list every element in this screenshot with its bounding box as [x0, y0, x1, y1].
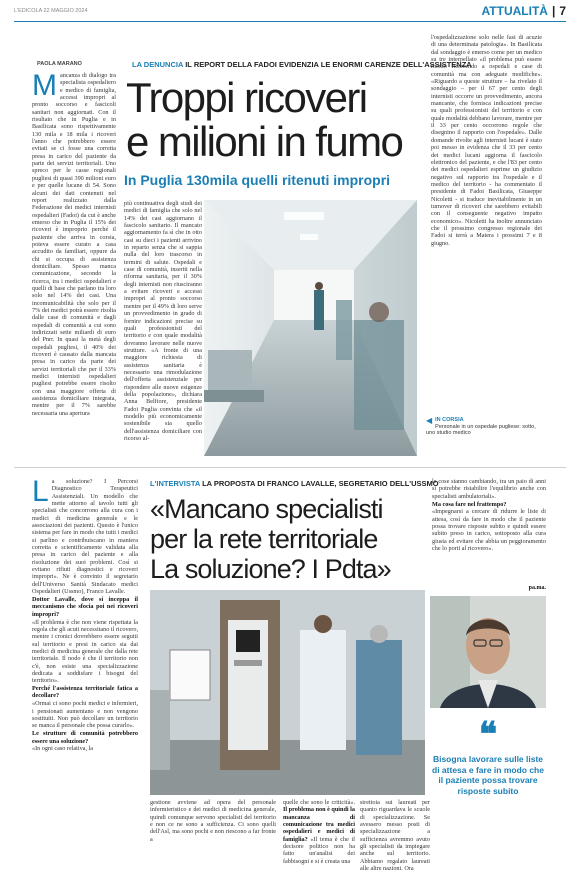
body-text: l'ospedalizzazione solo nelle fasi di acuzie di una determinata patologia». In Basilicata dal sondaggio è emerso come per un medico su tre interpellato «il problema può essere risolto ricorrendo a ospedali e case di comunità ma con adeguate modifiche». «Riguardo a queste strutture – ha rivelato il sondaggio – per il 67 per cento degli internisti occorre un provvedimento, ancora mancante, che fornisca indicazioni precise su quali professionisti del territorio e con quale modalità debbano lavorare, mentre per il 33 per cento occorrono regole che disegnino il rapporto con l'ospedale». Dalle domande rivolte agli internisti lucani è stato poi messo in evidenza che il 33 per cento dei medici lucani aggiorna il fascicolo elettronico del paziente, e che l'83 per cento dei medici ospedalieri esprime un giudizio negativo sul rapporto tra l'ospedale e il medico del territorio - ha commentato il presidente di Fadoi Basilicata, Giuseppe Nicoletti - si traduce inevitabilmente in un turnover di ricoveri che sarebbero evitabili con il conseguente negativo impatto economico». Nicoletti ha inoltre annunciato che il prossimo congresso regionale dei Fadoi si terrà a Matera i prossimi 7 e 8 giugno.: [431, 34, 542, 247]
answer: «Il tema è che il decisore politico non ha fatto un'analisi dei fabbisogni e si è creata una: [283, 835, 355, 865]
caption-arrow-icon: ◀: [426, 416, 433, 425]
article1-column-3: [431, 34, 542, 412]
hospital-corridor-photo: [204, 200, 417, 456]
kicker-text: IL REPORT DELLA FADOI EVIDENZIA LE ENORMI CARENZE DELL'ASSISTENZA: [185, 60, 472, 69]
question: Dottor Lavalle, dove si inceppa il meccanismo che sfocia poi nei ricoveri impropri?: [32, 596, 138, 618]
answer: «Il problema è che non viene rispettata la regola che gli acuti necessitano il ricovero, mentre i cronici dovrebbero essere seguiti sul territorio e presi in carico sia dai medici di medicina generale che dalla rete territoriale. Il nodo è che il territorio non c'è, non esiste una specializzazione dedicata a soddisfare i bisogni del territorio».: [32, 618, 139, 685]
header-section: [482, 4, 566, 18]
title-line: Troppi ricoveri: [126, 74, 367, 121]
photo-caption: [426, 417, 546, 437]
article2-column-2: [150, 799, 276, 841]
portrait-photo: [430, 596, 546, 708]
kicker-text: LA PROPOSTA DI FRANCO LAVALLE, SEGRETARIO DELL'USSMO: [202, 479, 439, 488]
question: Perché l'assistenza territoriale fatica a decollare?: [32, 685, 138, 700]
answer: «Impegnarsi a cercare di ridurre le liste di attesa, così da fare in modo che il paziente possa trovare risposte subito e quindi essere subito preso in carico, sottoposto alla cura giusta ed evitare che abbia un peggioramento che lo porti al ricovero».: [432, 508, 546, 553]
section-name: ATTUALITÀ: [481, 4, 548, 18]
question: Le strutture di comunità potrebbero essere una soluzione?: [32, 730, 138, 745]
header-rule: [14, 21, 566, 22]
pull-quote: [430, 715, 546, 796]
question: Il problema non è quindi la mancanza di comunicazione tra medici ospedalieri e medici di famiglia?: [283, 806, 355, 843]
article2-column-4: [360, 799, 430, 872]
article1-byline: PAOLA MARANO: [37, 61, 82, 67]
doctors-office-photo: [150, 590, 425, 795]
section-divider: [14, 467, 566, 468]
article2-kicker: [150, 479, 439, 488]
article1-kicker: [132, 60, 472, 69]
dropcap: L: [32, 475, 49, 508]
office-illustration: [150, 590, 425, 795]
body-text: strettoia sui laureati per quanto riguardava le scuole di specializzazione. Se avessero messo posti di specializzazione a sufficienza avremmo avuto gli specialisti da impiegare anche sul territorio. Abbiamo regalato laureati alle altre nazioni. Ora: [360, 799, 430, 872]
title-line: La soluzione? I Pdta»: [150, 554, 391, 584]
article1-column-2: [124, 200, 202, 457]
portrait-illustration: [430, 596, 546, 708]
page-number-prefix: |: [551, 4, 556, 18]
title-line: «Mancano specialisti: [150, 494, 383, 524]
signature: pa.ma.: [528, 585, 546, 591]
caption-text: Personale in un ospedale pugliese: sotto, uno studio medico: [426, 423, 536, 436]
article1-subtitle: In Puglia 130mila quelli ritenuti impropri: [124, 172, 391, 188]
caption-head: IN CORSIA: [435, 417, 464, 423]
article2-column-3: [283, 799, 355, 865]
body-text: a soluzione? I Percorsi Diagnostico Terapeutici Assistenziali. Un modello che mette attorno al tavolo tutti gli specialisti che concorrono alla cura con i medici di medicina generale e le associazioni dei pazienti. Questo è l'unico sistema per fare in modo che tutti i medici si parlino e contribuiscano in maniera corretta e scientificamente validata alla presa in carico del paziente e alla risoluzione dei suoi problemi. Così si evitano rifiuti diagnostici e ricoveri impropri». Ne è convinto il segretario dell'Universo Sanità Sindacato medici Ospedalieri (Ussmo), Franco Lavalle.: [32, 478, 138, 596]
answer: «In ogni caso relativa, la: [32, 745, 93, 753]
title-line: per la rete territoriale: [150, 524, 378, 554]
body-text: ancanza di dialogo tra specialista ospedaliero e medico di famiglia, accessi impropri al pronto soccorso e fascicoli sanitari non aggiornati. Con il risultato che in Puglia e in Basilicata sono rispettivamente 130 mila e 18 mila i ricoveri l'anno che potrebbero essere evitati se ci fosse una corretta presa in carico del paziente da parte dei servizi territoriali. Uno spreco per le casse regionali pugliesi di quasi 390 milioni euro e per quelle lucane di 54. Sono alcuni dei dati contenuti nel report realizzato dalla Federazione dei medici internisti ospedalieri (Fadoi) da cui è anche emerso che in Puglia il 15% dei ricoveri è improprio perché il paziente che arriva in corsia, poteva essere curato a casa accudito da familiari, oppure da chi si occupa di assistenza domiciliare. Spesso manca comunicazione, secondo la ricerca, tra i medici ospedalieri e quelli di base che parlano tra loro solo nel 14% dei casi. Una incomunicabilità che solo per il 7% dei medici potrà essere risolta dalle case di comunità e dagli ospedali di comunità a cui sono indirizzati sette miliardi di euro del Pnrr. In quasi la metà degli ospedali pugliesi, il 40% dei ricoveri è causato dalla mancata presa in carico da parte dei servizi territoriali che per il 33% medici internisti ospedalieri pugliesi potrebbe essere risolto con una maggiore offerta di assistenza domiciliare integrata, mentre per il 7% sarebbe necessaria una apertura: [32, 72, 116, 417]
kicker-label: L'INTERVISTA: [150, 479, 200, 488]
body-text: gestione avviene ad opera del personale infermieristico e dei medici di medicina generale, quindi comunque servono specialisti del territorio e non ce ne sono a sufficienza. Ci sono quelli dell'Asl, ma sono pochi e non riescono a far fronte a: [150, 799, 276, 843]
article1-column-1: [32, 69, 116, 457]
article1-title: [126, 76, 426, 164]
quote-mark-icon: ❝: [478, 715, 498, 755]
article2-column-5: [432, 478, 546, 584]
corridor-illustration: [204, 200, 417, 456]
body-text: quelle che sono le criticità».: [283, 799, 355, 806]
body-text: più continuativa degli studi dei medici di famiglia che solo nel 14% dei casi aggiornano il fascicolo sanitario. Il mancato aggiornamento fa sì che in otto casi su dieci i pazienti arrivino in reparto senza che si sappia nulla del loro trascorso in termini di salute. Ospedali e case di comunità, inseriti nella riforma sanitaria, per il 30% degli internisti non riusciranno a evitare ricoveri e accessi impropri al pronto soccorso mentre per il 49% di loro serve un provvedimento in grado di fornire indicazioni precise su quali professionisti del territorio e con quale modalità dovranno lavorare nelle nuove strutture. «A fronte di una maggiore richiesta di assistenza sanitaria è necessario una rimodulazione dell'offerta assistenziale per rispondere alle nuove esigenze della popolazione», dichiara Anna Belfiore, presidente Fadoi Puglia convinta che «il modello più economicamente sostenibile sia quello dell'assistenza domiciliare con ricorso al-: [124, 200, 202, 442]
article2-column-1: [32, 475, 139, 830]
page-number: 7: [559, 4, 566, 18]
article2-title: [150, 494, 430, 584]
answer: «Ormai ci sono pochi medici e infermieri, i pensionati aumentano e non vengono sostituiti. Non può decollare un territorio se manca il personale che possa curarlo».: [32, 700, 138, 730]
dropcap: M: [32, 69, 57, 102]
kicker-label: LA DENUNCIA: [132, 60, 184, 69]
title-line: e milioni in fumo: [126, 118, 403, 165]
answer: le cose stanno cambiando, tra un paio di anni si potrebbe ristabilire l'equilibrio anche con specialisti ambulatoriali».: [432, 478, 546, 500]
pull-quote-text: Bisogna lavorare sulle liste di attesa e fare in modo che il paziente possa trovare risposte subito: [432, 754, 544, 796]
question: Ma cosa fare nel frattempo?: [432, 500, 507, 508]
header-issue-date: L'EDICOLA 22 MAGGIO 2024: [14, 8, 88, 14]
